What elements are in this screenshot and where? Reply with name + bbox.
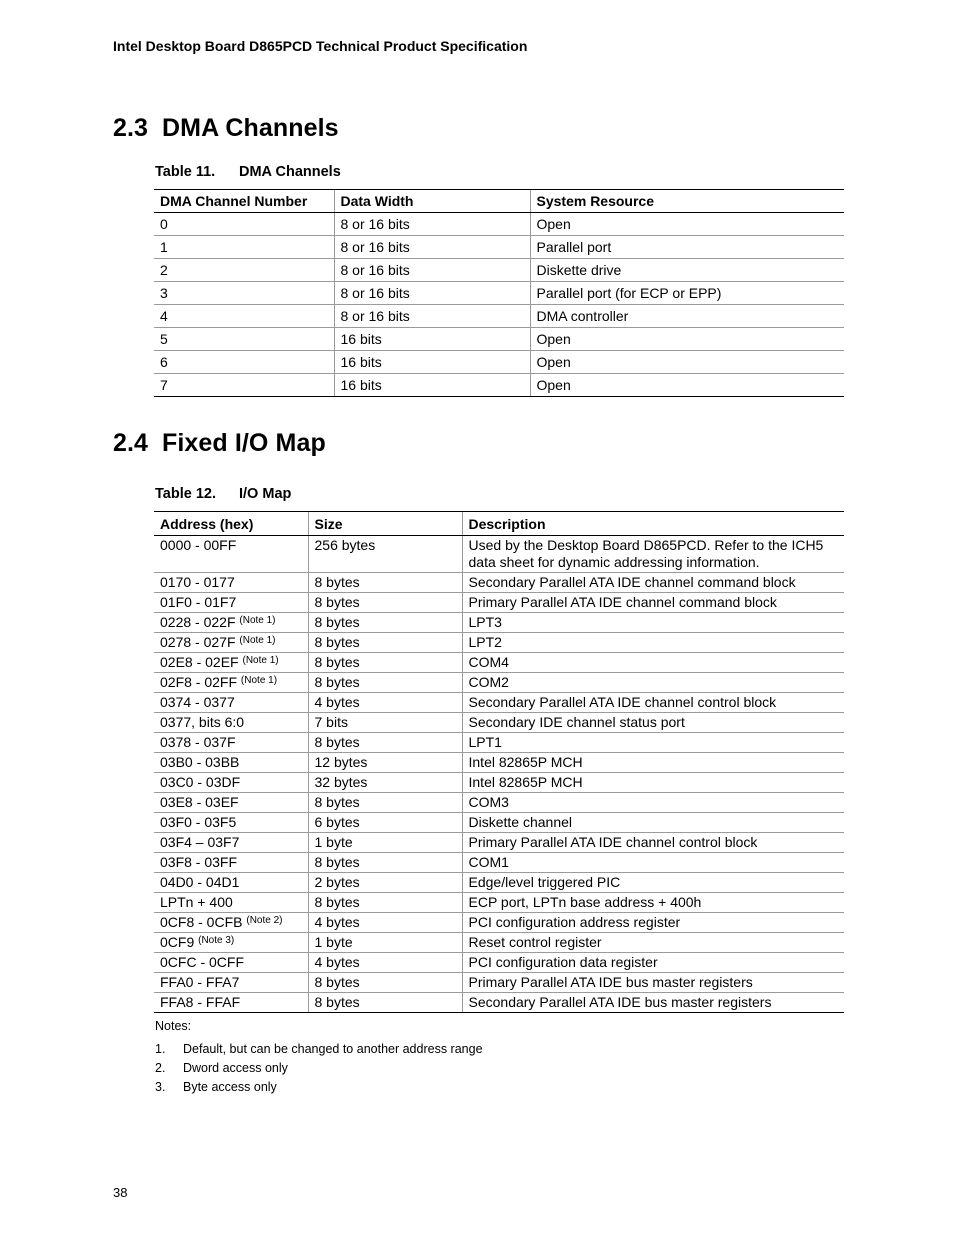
size-cell: 12 bytes: [308, 753, 462, 773]
table-row: [154, 213, 844, 236]
address-value: FFA0 - FFA7: [160, 974, 240, 990]
size-cell: 6 bytes: [308, 813, 462, 833]
address-value: 0170 - 0177: [160, 574, 235, 590]
table-cell: 4: [154, 305, 334, 328]
address-value: 0377, bits 6:0: [160, 714, 245, 730]
note-reference: (Note 1): [239, 635, 276, 646]
address-value: 0378 - 037F: [160, 734, 236, 750]
note-item: [155, 1078, 483, 1097]
description-cell: Secondary Parallel ATA IDE channel control block: [462, 693, 844, 713]
table-row: [154, 993, 844, 1013]
address-value: 03C0 - 03DF: [160, 774, 241, 790]
address-cell: [154, 733, 308, 753]
address-cell: [154, 653, 308, 673]
address-cell: [154, 713, 308, 733]
description-cell: LPT2: [462, 633, 844, 653]
description-cell: PCI configuration address register: [462, 913, 844, 933]
table-row: [154, 613, 844, 633]
address-value: 03F0 - 03F5: [160, 814, 237, 830]
table-row: [154, 713, 844, 733]
address-cell: [154, 693, 308, 713]
table-cell: 8 or 16 bits: [334, 282, 530, 305]
caption-title: I/O Map: [239, 486, 292, 502]
table-row: [154, 673, 844, 693]
description-cell: Intel 82865P MCH: [462, 753, 844, 773]
size-cell: 8 bytes: [308, 613, 462, 633]
description-cell: Used by the Desktop Board D865PCD. Refer to the ICH5 data sheet for dynamic addressing information.: [462, 536, 844, 573]
table-row: [154, 305, 844, 328]
size-cell: 1 byte: [308, 833, 462, 853]
address-value: 03F4 – 03F7: [160, 834, 240, 850]
size-cell: 8 bytes: [308, 653, 462, 673]
table-row: [154, 593, 844, 613]
table-cell: Open: [530, 374, 844, 397]
size-cell: 256 bytes: [308, 536, 462, 573]
size-cell: 8 bytes: [308, 893, 462, 913]
address-value: 0CF8 - 0CFB: [160, 914, 243, 930]
table-row: [154, 853, 844, 873]
address-cell: [154, 853, 308, 873]
dma-channels-table: [154, 189, 844, 397]
table-row: [154, 259, 844, 282]
column-header: System Resource: [530, 190, 844, 213]
size-cell: 8 bytes: [308, 733, 462, 753]
table-row: [154, 733, 844, 753]
table-cell: 8 or 16 bits: [334, 213, 530, 236]
address-cell: [154, 633, 308, 653]
description-cell: Primary Parallel ATA IDE bus master registers: [462, 973, 844, 993]
size-cell: 4 bytes: [308, 913, 462, 933]
table-cell: 16 bits: [334, 328, 530, 351]
table-header-row: [154, 512, 844, 536]
table-row: [154, 773, 844, 793]
address-value: 0000 - 00FF: [160, 537, 237, 553]
size-cell: 8 bytes: [308, 593, 462, 613]
size-cell: 7 bits: [308, 713, 462, 733]
table-cell: 8 or 16 bits: [334, 236, 530, 259]
section-heading-dma: [113, 114, 339, 143]
size-cell: 4 bytes: [308, 693, 462, 713]
section-title: Fixed I/O Map: [162, 429, 326, 457]
address-value: 02E8 - 02EF: [160, 654, 239, 670]
address-value: 03F8 - 03FF: [160, 854, 238, 870]
table-row: [154, 236, 844, 259]
description-cell: COM4: [462, 653, 844, 673]
table-cell: Open: [530, 328, 844, 351]
address-cell: [154, 813, 308, 833]
table-caption-dma: [155, 164, 341, 180]
description-cell: LPT1: [462, 733, 844, 753]
table-row: [154, 813, 844, 833]
table-row: [154, 973, 844, 993]
size-cell: 8 bytes: [308, 973, 462, 993]
size-cell: 8 bytes: [308, 573, 462, 593]
table-cell: 5: [154, 328, 334, 351]
size-cell: 8 bytes: [308, 673, 462, 693]
address-cell: [154, 573, 308, 593]
column-header: Size: [308, 512, 462, 536]
table-cell: 6: [154, 351, 334, 374]
address-value: 03E8 - 03EF: [160, 794, 239, 810]
note-number: 1.: [155, 1042, 166, 1056]
description-cell: LPT3: [462, 613, 844, 633]
table-row: [154, 753, 844, 773]
size-cell: 4 bytes: [308, 953, 462, 973]
note-text: Dword access only: [183, 1061, 288, 1075]
description-cell: Secondary Parallel ATA IDE bus master registers: [462, 993, 844, 1013]
notes-list: [155, 1040, 483, 1097]
description-cell: Diskette channel: [462, 813, 844, 833]
table-row: [154, 893, 844, 913]
address-value: FFA8 - FFAF: [160, 994, 241, 1010]
description-cell: Secondary Parallel ATA IDE channel command block: [462, 573, 844, 593]
address-cell: [154, 613, 308, 633]
address-cell: [154, 793, 308, 813]
table-row: [154, 953, 844, 973]
table-notes: [155, 1019, 483, 1097]
description-cell: COM3: [462, 793, 844, 813]
caption-label: Table 11.: [155, 164, 216, 180]
description-cell: Intel 82865P MCH: [462, 773, 844, 793]
running-header: Intel Desktop Board D865PCD Technical Product Specification: [113, 38, 528, 54]
caption-title: DMA Channels: [239, 164, 341, 180]
table-cell: 8 or 16 bits: [334, 305, 530, 328]
table-cell: Parallel port (for ECP or EPP): [530, 282, 844, 305]
table-cell: 8 or 16 bits: [334, 259, 530, 282]
table-row: [154, 536, 844, 573]
address-cell: [154, 673, 308, 693]
address-value: 0CF9: [160, 934, 195, 950]
note-text: Byte access only: [183, 1080, 277, 1094]
page-number: 38: [113, 1185, 128, 1200]
address-cell: [154, 593, 308, 613]
table-cell: 3: [154, 282, 334, 305]
caption-label: Table 12.: [155, 486, 216, 502]
column-header: DMA Channel Number: [154, 190, 334, 213]
address-cell: [154, 953, 308, 973]
column-header: Description: [462, 512, 844, 536]
table-cell: 1: [154, 236, 334, 259]
table-row: [154, 833, 844, 853]
table-row: [154, 933, 844, 953]
section-number: 2.4: [113, 429, 149, 457]
note-number: 3.: [155, 1080, 166, 1094]
table-row: [154, 793, 844, 813]
table-cell: Open: [530, 351, 844, 374]
table-row: [154, 913, 844, 933]
description-cell: Primary Parallel ATA IDE channel command block: [462, 593, 844, 613]
size-cell: 1 byte: [308, 933, 462, 953]
address-value: 0374 - 0377: [160, 694, 235, 710]
address-cell: [154, 913, 308, 933]
description-cell: Primary Parallel ATA IDE channel control block: [462, 833, 844, 853]
description-cell: Secondary IDE channel status port: [462, 713, 844, 733]
size-cell: 8 bytes: [308, 853, 462, 873]
size-cell: 32 bytes: [308, 773, 462, 793]
table-row: [154, 374, 844, 397]
address-cell: [154, 873, 308, 893]
address-cell: [154, 993, 308, 1013]
note-reference: (Note 2): [246, 915, 283, 926]
table-row: [154, 282, 844, 305]
table-cell: DMA controller: [530, 305, 844, 328]
table-row: [154, 693, 844, 713]
description-cell: Edge/level triggered PIC: [462, 873, 844, 893]
address-value: 01F0 - 01F7: [160, 594, 237, 610]
table-cell: 16 bits: [334, 374, 530, 397]
note-reference: (Note 1): [240, 675, 278, 686]
table-row: [154, 633, 844, 653]
io-map-table: [154, 511, 844, 1013]
address-value: 02F8 - 02FF: [160, 674, 238, 690]
description-cell: COM2: [462, 673, 844, 693]
size-cell: 8 bytes: [308, 993, 462, 1013]
note-reference: (Note 1): [242, 655, 279, 666]
description-cell: ECP port, LPTn base address + 400h: [462, 893, 844, 913]
size-cell: 8 bytes: [308, 633, 462, 653]
address-value: 03B0 - 03BB: [160, 754, 240, 770]
address-value: 0278 - 027F: [160, 634, 236, 650]
table-cell: 7: [154, 374, 334, 397]
description-cell: PCI configuration data register: [462, 953, 844, 973]
table-row: [154, 351, 844, 374]
address-cell: [154, 933, 308, 953]
note-text: Default, but can be changed to another address range: [183, 1042, 483, 1056]
table-cell: Parallel port: [530, 236, 844, 259]
address-cell: [154, 753, 308, 773]
address-cell: [154, 893, 308, 913]
table-cell: 0: [154, 213, 334, 236]
address-value: 04D0 - 04D1: [160, 874, 240, 890]
address-cell: [154, 773, 308, 793]
table-row: [154, 653, 844, 673]
column-header: Address (hex): [154, 512, 308, 536]
description-cell: COM1: [462, 853, 844, 873]
table-row: [154, 328, 844, 351]
note-item: [155, 1059, 483, 1078]
section-heading-io: [113, 429, 326, 458]
note-reference: (Note 1): [239, 615, 276, 626]
table-cell: 2: [154, 259, 334, 282]
description-cell: Reset control register: [462, 933, 844, 953]
note-reference: (Note 3): [198, 935, 235, 946]
note-number: 2.: [155, 1061, 166, 1075]
table-row: [154, 573, 844, 593]
size-cell: 2 bytes: [308, 873, 462, 893]
note-item: [155, 1040, 483, 1059]
table-header-row: [154, 190, 844, 213]
section-title: DMA Channels: [162, 114, 339, 142]
address-cell: [154, 833, 308, 853]
section-number: 2.3: [113, 114, 149, 142]
size-cell: 8 bytes: [308, 793, 462, 813]
table-cell: 16 bits: [334, 351, 530, 374]
address-cell: [154, 973, 308, 993]
address-cell: [154, 536, 308, 573]
address-value: 0CFC - 0CFF: [160, 954, 244, 970]
address-value: 0228 - 022F: [160, 614, 236, 630]
table-row: [154, 873, 844, 893]
table-cell: Diskette drive: [530, 259, 844, 282]
table-cell: Open: [530, 213, 844, 236]
notes-label: Notes:: [155, 1019, 192, 1033]
column-header: Data Width: [334, 190, 530, 213]
address-value: LPTn + 400: [160, 894, 233, 910]
table-caption-io: [155, 486, 291, 502]
